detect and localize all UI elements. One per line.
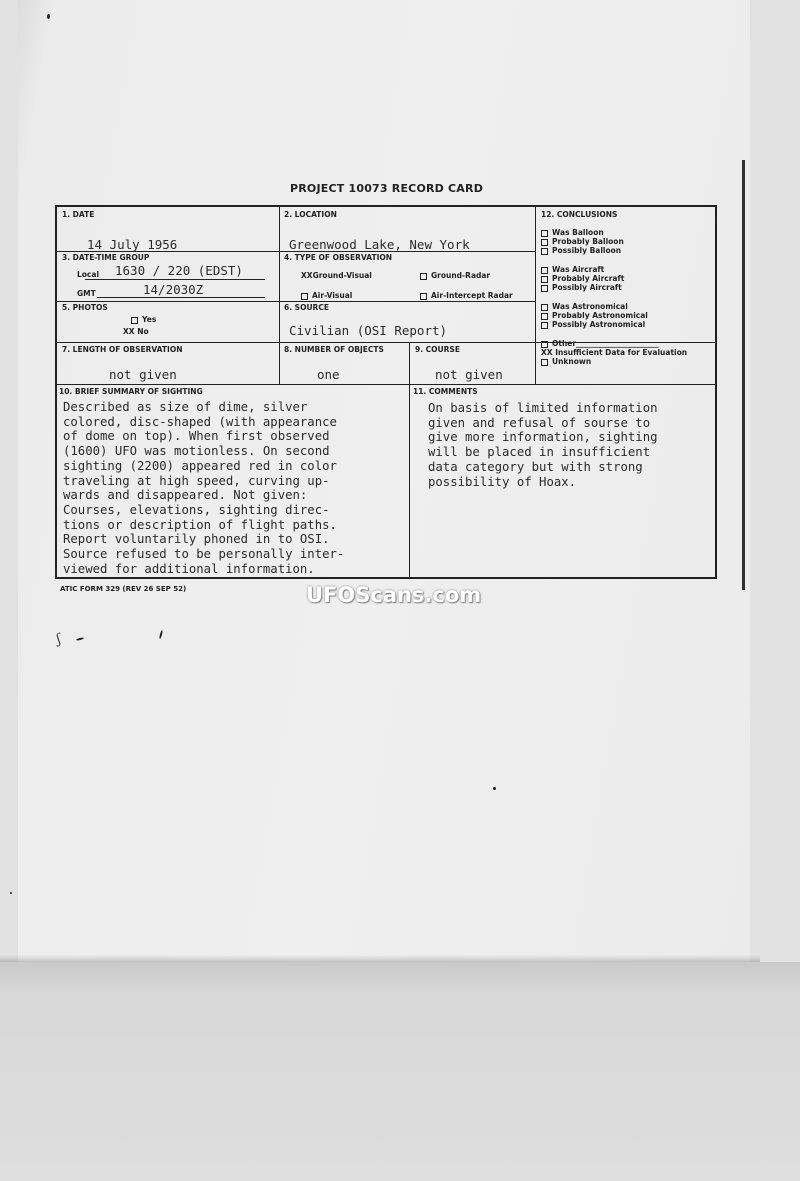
checkbox-icon	[541, 359, 548, 366]
local-time-value: 1630 / 220 (EDST)	[115, 263, 243, 278]
comments-line: give more information, sighting	[428, 430, 658, 445]
summary-label: 10. BRIEF SUMMARY OF SIGHTING	[59, 387, 203, 396]
date-value: 14 July 1956	[87, 237, 178, 252]
type-obs-label: 4. TYPE OF OBSERVATION	[284, 253, 393, 262]
conclusion-option: Was Astronomical	[541, 302, 687, 311]
length-value: not given	[109, 367, 177, 382]
comments-text	[428, 401, 658, 489]
location-label: 2. LOCATION	[284, 210, 337, 219]
local-label: Local	[77, 270, 100, 279]
summary-text	[63, 400, 344, 576]
check-mark: XX	[541, 348, 553, 357]
checkbox-icon	[420, 293, 427, 300]
comments-line: data category but with strong	[428, 459, 643, 474]
summary-line: of dome on top). When first observed	[63, 429, 330, 444]
checkbox-icon	[131, 317, 138, 324]
record-card	[55, 205, 717, 579]
photos-label: 5. PHOTOS	[62, 303, 108, 312]
source-label: 6. SOURCE	[284, 303, 329, 312]
checkbox-icon	[541, 304, 548, 311]
form-number: ATIC FORM 329 (REV 26 SEP 52)	[60, 585, 187, 593]
comments-line: On basis of limited information	[428, 401, 658, 415]
comments-line: possibility of Hoax.	[428, 474, 577, 489]
checkbox-icon	[541, 239, 548, 246]
conclusions-list	[541, 228, 687, 366]
conclusion-option-other: Other______________________	[541, 339, 687, 348]
summary-line: wards and disappeared. Not given:	[63, 488, 308, 503]
pencil-mark: ʃ	[54, 631, 63, 648]
source-value: Civilian (OSI Report)	[289, 323, 448, 338]
conclusion-option: Was Balloon	[541, 228, 687, 237]
gmt-label: GMT	[77, 289, 96, 298]
date-label: 1. DATE	[62, 210, 95, 219]
summary-line: tions or description of flight paths.	[63, 517, 337, 532]
num-objects-label: 8. NUMBER OF OBJECTS	[284, 345, 384, 354]
summary-line: Courses, elevations, sighting direc-	[63, 502, 330, 517]
check-mark: XX	[301, 271, 313, 280]
comments-label: 11. COMMENTS	[413, 387, 478, 396]
conclusion-option: Probably Balloon	[541, 237, 687, 246]
checkbox-icon	[541, 230, 548, 237]
conclusion-option: Probably Aircraft	[541, 274, 687, 283]
summary-line: Report voluntarily phoned in to OSI.	[63, 532, 330, 547]
conclusion-option-unknown: Unknown	[541, 357, 687, 366]
conclusion-option-insufficient: XX Insufficient Data for Evaluation	[541, 348, 688, 357]
card-title: PROJECT 10073 RECORD CARD	[290, 182, 484, 195]
dtg-label: 3. DATE-TIME GROUP	[62, 253, 150, 262]
conclusion-option: Was Aircraft	[541, 265, 687, 274]
conclusion-option: Possibly Balloon	[541, 246, 687, 255]
option-air-visual: Air-Visual	[301, 291, 352, 300]
scan-speck	[10, 892, 12, 894]
checkbox-icon	[541, 248, 548, 255]
conclusion-option: Possibly Astronomical	[541, 320, 687, 329]
conclusion-option: Possibly Aircraft	[541, 283, 687, 292]
num-objects-value: one	[317, 367, 340, 382]
summary-line: (1600) UFO was motionless. On second	[63, 444, 330, 459]
checkbox-icon	[541, 276, 548, 283]
gmt-value: 14/2030Z	[143, 282, 204, 297]
summary-line: Described as size of dime, silver	[63, 400, 308, 414]
scan-speck	[493, 787, 496, 790]
watermark: UFOScans.com	[306, 583, 482, 607]
checkbox-icon	[541, 341, 548, 348]
photos-yes: Yes	[131, 315, 156, 324]
option-air-intercept-radar: Air-Intercept Radar	[420, 291, 513, 300]
course-label: 9. COURSE	[415, 345, 460, 354]
photos-no: XX No	[123, 327, 149, 336]
check-mark: XX	[123, 327, 135, 336]
summary-line: sighting (2200) appeared red in color	[63, 458, 337, 473]
card-edge-line	[742, 160, 745, 590]
comments-line: given and refusal of sourse to	[428, 415, 651, 430]
option-ground-radar: Ground-Radar	[420, 271, 490, 280]
course-value: not given	[435, 367, 503, 382]
summary-line: traveling at high speed, curving up-	[63, 473, 330, 488]
conclusions-label: 12. CONCLUSIONS	[541, 210, 618, 219]
conclusion-option: Probably Astronomical	[541, 311, 687, 320]
checkbox-icon	[541, 313, 548, 320]
checkbox-icon	[541, 267, 548, 274]
summary-line: Source refused to be personally inter-	[63, 547, 345, 562]
option-ground-visual: XXGround-Visual	[301, 271, 372, 280]
checkbox-icon	[541, 285, 548, 292]
scan-background	[0, 962, 800, 1181]
checkbox-icon	[541, 322, 548, 329]
location-value: Greenwood Lake, New York	[289, 237, 470, 252]
scan-speck	[47, 14, 50, 19]
length-label: 7. LENGTH OF OBSERVATION	[62, 345, 183, 354]
checkbox-icon	[301, 293, 308, 300]
checkbox-icon	[420, 273, 427, 280]
summary-line: viewed for additional information.	[63, 561, 315, 576]
summary-line: colored, disc-shaped (with appearance	[63, 414, 337, 429]
comments-line: will be placed in insufficient	[428, 445, 651, 460]
